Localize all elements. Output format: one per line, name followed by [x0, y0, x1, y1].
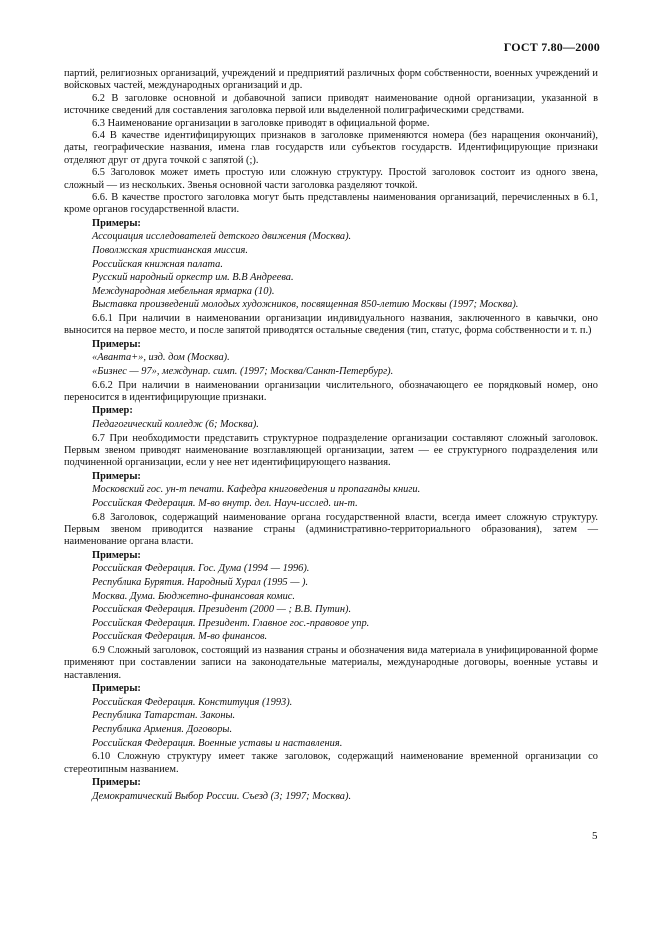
examples-label: Примеры:: [92, 777, 141, 788]
examples-label: Примеры:: [92, 683, 141, 695]
example-item: Международная мебельная ярмарка (10).: [92, 285, 275, 297]
paragraph: 6.7 При необходимости представить структурное подразделение организации составляют сложный заголовок. Первым звеном приводят наименование возглавляющей организации, затем — ее структурного подразделения или подчиненной организации, если у нее нет идентифицирующего названия.: [64, 432, 598, 469]
example-item: Российская Федерация. Конституция (1993).: [92, 696, 293, 708]
document-body: [64, 68, 598, 804]
document-header: ГОСТ 7.80—2000: [503, 40, 600, 54]
example-item: Москва. Дума. Бюджетно-финансовая комис.: [92, 590, 296, 602]
paragraph: 6.9 Сложный заголовок, состоящий из названия страны и обозначения вида материала в унифицированной форме применяют при составлении записи на законодательные материалы, международные договоры, военные уставы и наставления.: [64, 645, 598, 681]
example-item: Российская книжная палата.: [92, 258, 223, 270]
example-item: Российская Федерация. Военные уставы и наставления.: [92, 737, 343, 749]
example-item: Российская Федерация. Президент. Главное гос.-правовое упр.: [92, 617, 370, 629]
example-item: Русский народный оркестр им. В.В Андреева.: [92, 272, 294, 284]
example-item: Российская Федерация. Гос. Дума (1994 — 1996).: [92, 563, 310, 575]
page-number: 5: [592, 830, 598, 842]
example-item: Российская Федерация. Президент (2000 — ; В.В. Путин).: [92, 604, 352, 616]
example-item: Педагогический колледж (6; Москва).: [92, 419, 259, 431]
paragraph: 6.6.2 При наличии в наименовании организации числительного, обозначающего ее порядковый номер, оно переносится в идентифицирующие признаки.: [64, 379, 598, 404]
paragraph: 6.10 Сложную структуру имеет также заголовок, содержащий наименование временной организации со стереотипным названием.: [64, 751, 598, 775]
paragraph: 6.3 Наименование организации в заголовке приводят в официальной форме.: [92, 117, 430, 129]
examples-label: Пример:: [92, 405, 133, 417]
example-item: Поволжская христианская миссия.: [92, 245, 248, 257]
examples-label: Примеры:: [92, 470, 141, 482]
example-item: Республика Армения. Договоры.: [92, 724, 233, 735]
example-item: «Бизнес — 97», междунар. симп. (1997; Москва/Санкт-Петербург).: [92, 366, 394, 378]
example-item: Ассоциация исследователей детского движения (Москва).: [92, 231, 352, 243]
example-item: Российская Федерация. М-во финансов.: [92, 631, 268, 643]
example-item: Выставка произведений молодых художников, посвященная 850-летию Москвы (1997; Москва).: [92, 299, 519, 311]
example-item: Российская Федерация. М-во внутр. дел. Науч-исслед. ин-т.: [92, 498, 358, 510]
paragraph: 6.5 Заголовок может иметь простую или сложную структуру. Простой заголовок состоит из одного звена, сложный — из нескольких. Звенья основной части заголовка разделяют точкой.: [64, 167, 598, 191]
paragraph: 6.2 В заголовке основной и добавочной записи приводят наименование одной организации, указанной в источнике сведений для составления заголовка первой или выделенной полиграфическими средствами.: [64, 92, 598, 117]
paragraph: 6.6. В качестве простого заголовка могут быть представлены наименования организаций, перечисленных в 6.1, кроме органов государственной власти.: [64, 192, 598, 216]
example-item: Московский гос. ун-т печати. Кафедра книговедения и пропаганды книги.: [92, 484, 421, 496]
example-item: «Аванта+», изд. дом (Москва).: [92, 352, 230, 364]
paragraph: партий, религиозных организаций, учреждений и предприятий различных форм собственности, военных учреждений и войсковых частей, международных организаций и др.: [64, 68, 598, 92]
examples-label: Примеры:: [92, 338, 141, 350]
examples-label: Примеры:: [92, 217, 141, 229]
example-item: Республика Татарстан. Законы.: [92, 710, 236, 722]
paragraph: 6.4 В качестве идентифицирующих признаков в заголовке применяются номера (без наращения окончаний), даты, географические названия, имена глав государств или субъектов государств. Идентифицирующие признаки отделяют друг от друга точкой с запятой (;).: [64, 130, 598, 166]
example-item: Демократический Выбор России. Съезд (3; 1997; Москва).: [92, 790, 352, 802]
paragraph: 6.8 Заголовок, содержащий наименование органа государственной власти, всегда имеет сложную структуру. Первым звеном приводится название страны (административно-территориального образования), затем — наименование органа власти.: [64, 511, 598, 548]
examples-label: Примеры:: [92, 549, 141, 561]
example-item: Республика Бурятия. Народный Хурал (1995 — ).: [92, 577, 309, 589]
paragraph: 6.6.1 При наличии в наименовании организации индивидуального названия, заключенного в кавычки, оно выносится на первое место, и после запятой приводятся остальные сведения (тип, статус, форма собственности и т. п.): [64, 313, 598, 337]
